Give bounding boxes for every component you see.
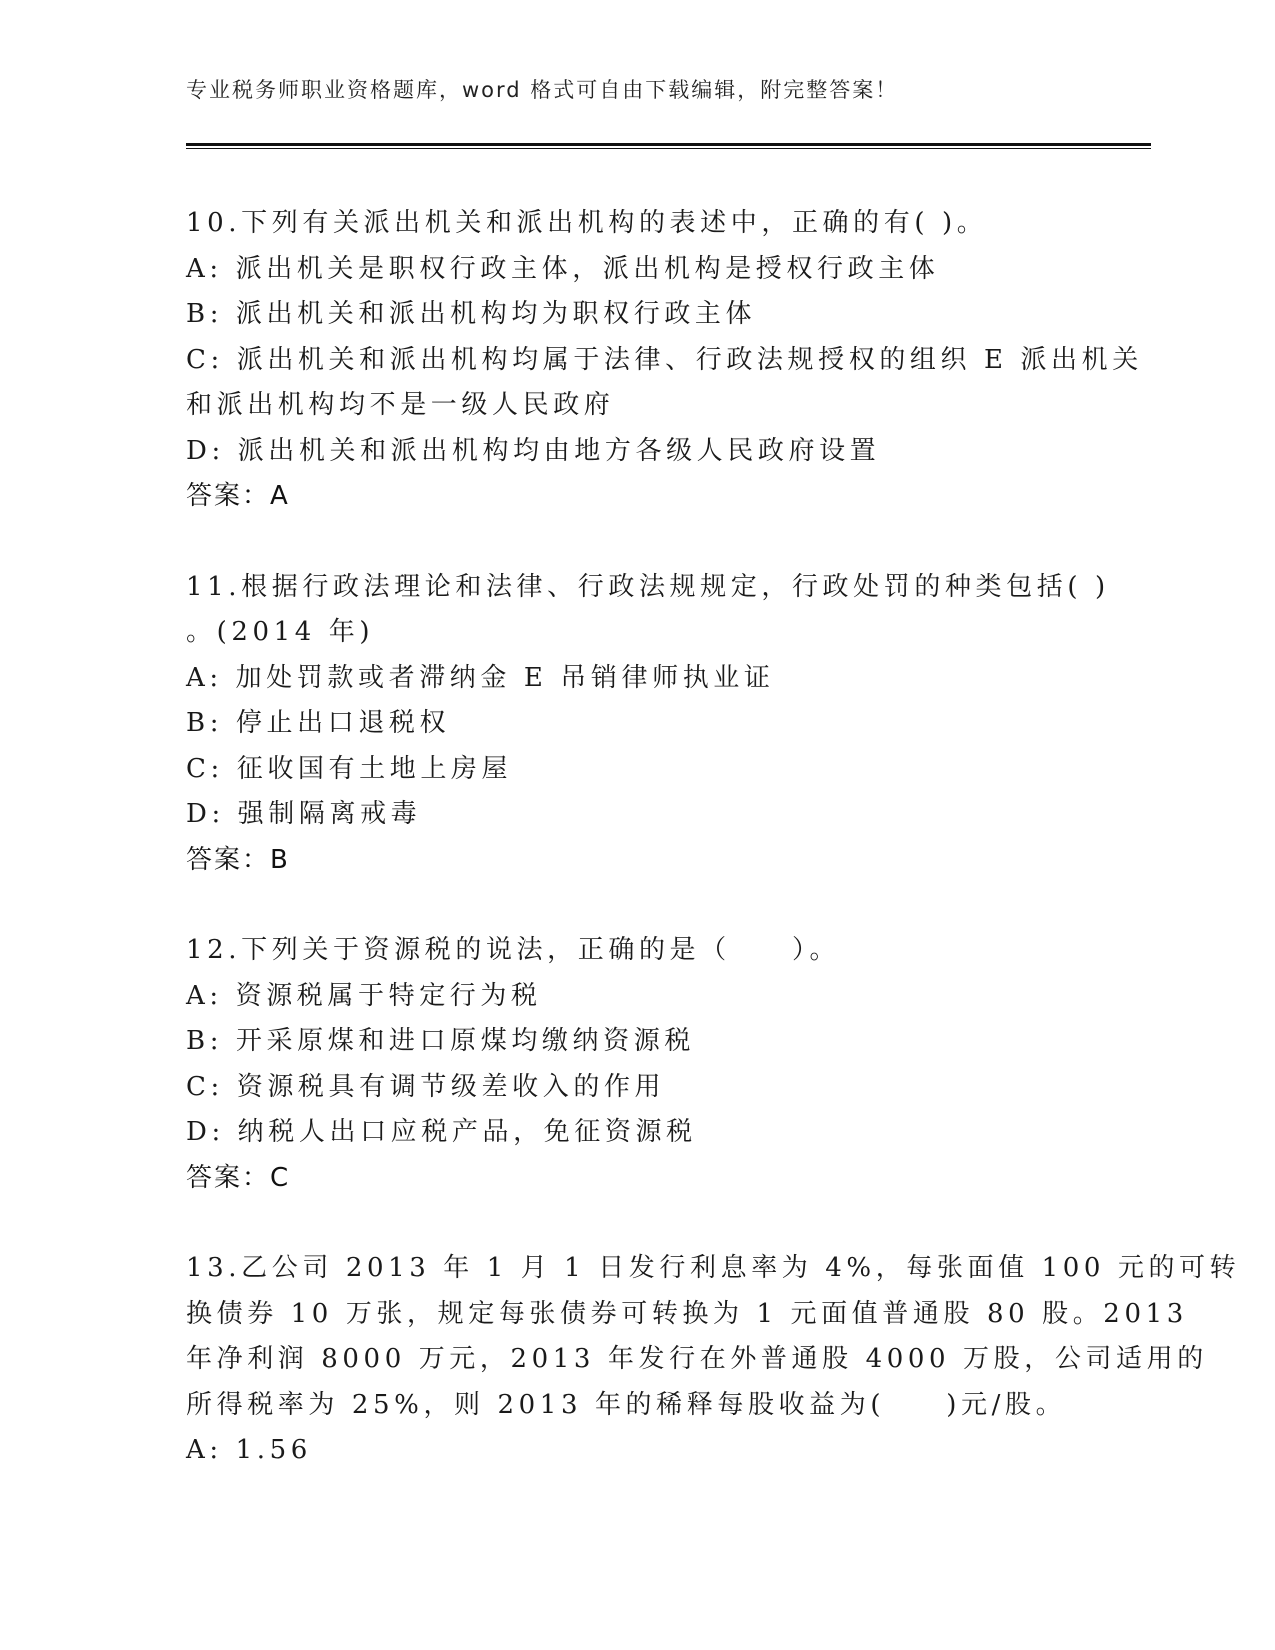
question-stem: 12.下列关于资源税的说法，正确的是（ ）。: [186, 935, 841, 965]
question-stem: 11.根据行政法理论和法律、行政法规规定，行政处罚的种类包括( ): [186, 571, 1110, 602]
option-d: D: 强制隔离戒毒: [186, 799, 422, 829]
option-c: C: 征收国有土地上房屋: [186, 753, 513, 784]
header-divider: [186, 143, 1151, 149]
option-c: C: 资源税具有调节级差收入的作用: [186, 1071, 666, 1102]
question-12: [186, 928, 1086, 1201]
option-a: A: 派出机关是职权行政主体，派出机构是授权行政主体: [186, 253, 940, 284]
option-d: D: 派出机关和派出机构均由地方各级人民政府设置: [186, 435, 881, 466]
question-13: [186, 1246, 1241, 1474]
page-header: 专业税务师职业资格题库，word 格式可自由下载编辑，附完整答案！: [186, 78, 899, 102]
option-c: C: 派出机关和派出机构均属于法律、行政法规授权的组织 E 派出机关: [186, 344, 1143, 375]
question-stem: 13.乙公司 2013 年 1 月 1 日发行利息率为 4%，每张面值 100 元的可转: [186, 1253, 1241, 1283]
question-stem-continued: 年净利润 8000 万元，2013 年发行在外普通股 4000 万股，公司适用的: [186, 1344, 1208, 1374]
option-d: D: 纳税人出口应税产品，免征资源税: [186, 1117, 697, 1147]
option-b: B: 派出机关和派出机构均为职权行政主体: [186, 299, 757, 329]
option-a: A: 加处罚款或者滞纳金 E 吊销律师执业证: [186, 662, 775, 693]
option-a: A: 资源税属于特定行为税: [186, 980, 542, 1011]
question-stem: 10.下列有关派出机关和派出机构的表述中，正确的有( )。: [186, 208, 988, 238]
option-a: A: 1.56: [186, 1435, 312, 1465]
answer-label: 答案：C: [186, 1162, 291, 1193]
option-b: B: 开采原煤和进口原煤均缴纳资源税: [186, 1026, 695, 1056]
question-11: [186, 565, 1110, 884]
answer-label: 答案：A: [186, 481, 290, 511]
question-stem-continued: 。(2014 年): [186, 617, 375, 647]
question-list: [186, 201, 1241, 1519]
question-10: [186, 201, 1143, 520]
option-c-continued: 和派出机构均不是一级人民政府: [186, 390, 615, 420]
answer-label: 答案：B: [186, 844, 290, 875]
question-stem-continued: 所得税率为 25%，则 2013 年的稀释每股收益为( )元/股。: [186, 1389, 1067, 1420]
question-stem-continued: 换债券 10 万张，规定每张债券可转换为 1 元面值普通股 80 股。2013: [186, 1298, 1188, 1329]
option-b: B: 停止出口退税权: [186, 708, 451, 738]
